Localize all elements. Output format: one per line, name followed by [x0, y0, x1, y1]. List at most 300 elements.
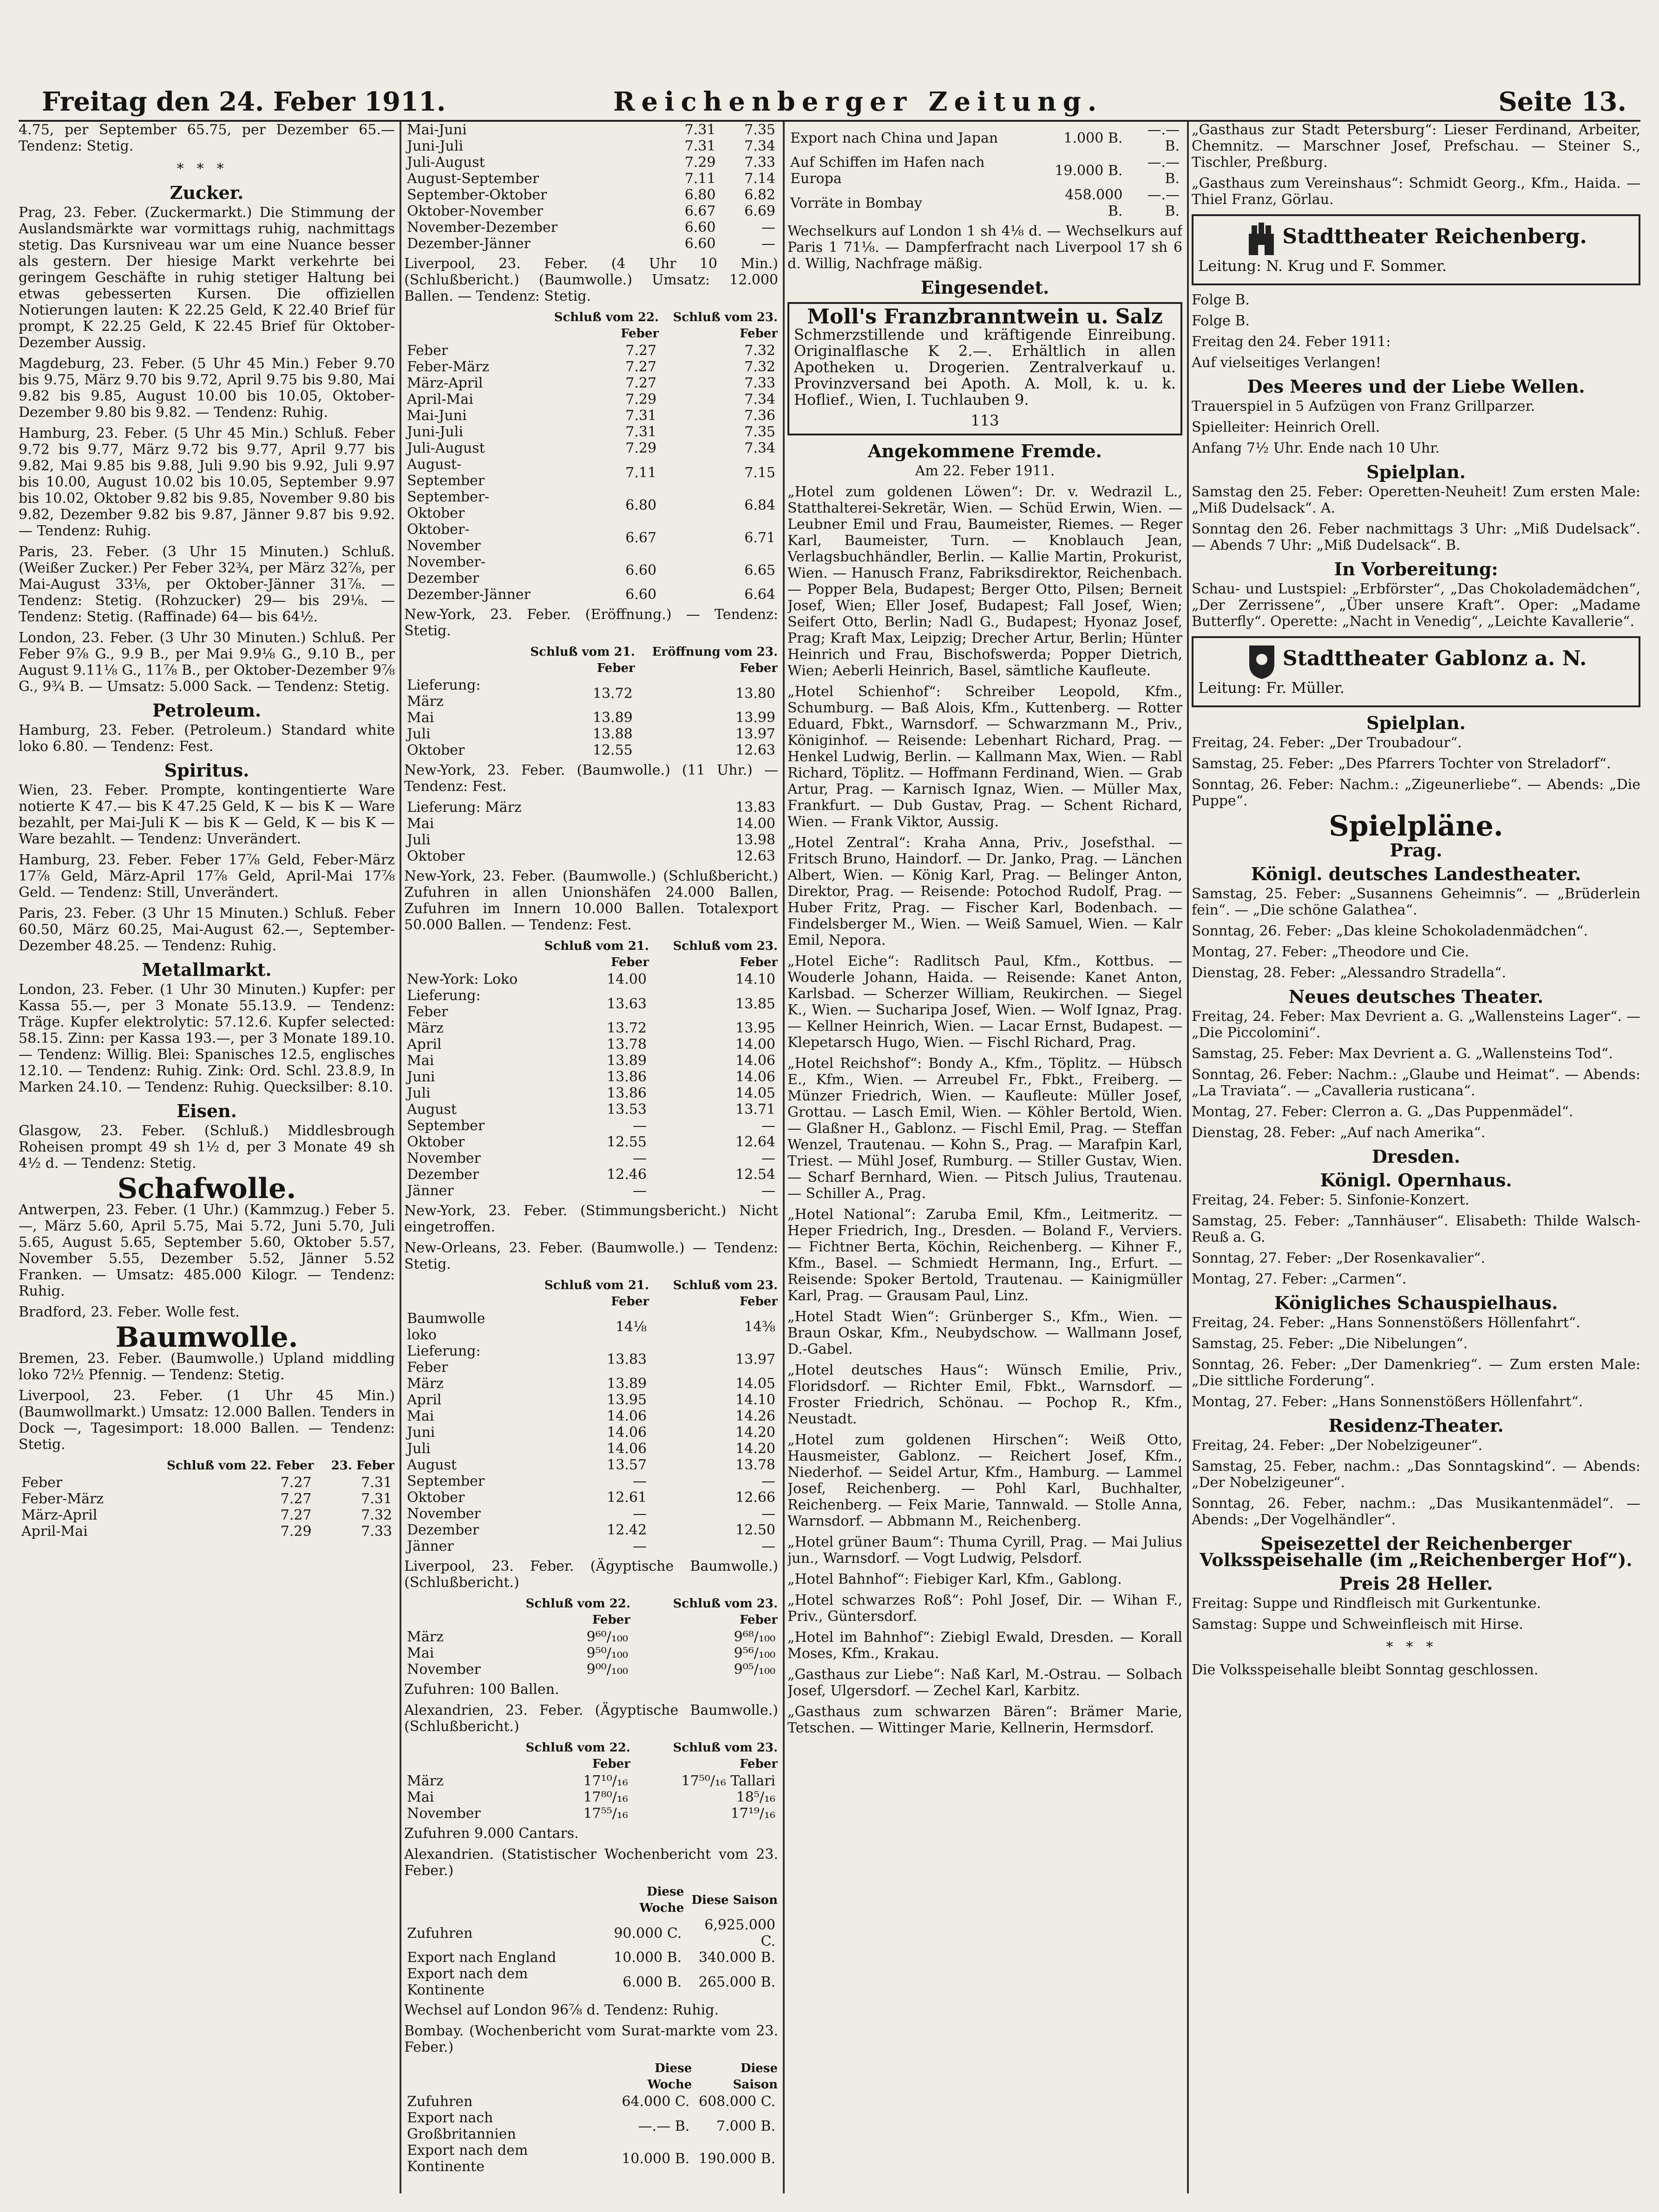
- report-zucker-hamburg: Hamburg, 23. Feber. (5 Uhr 45 Min.) Schluß. Feber 9.72 bis 9.77, März 9.72 bis 9.77, April 9.77 bis 9.82, Mai 9.85 bis 9.88, Juli 9.90 bis 9.92, Juli 9.97 bis 10.00, August 10.02 bis 10.05, September 9.97 bis 10.02, Oktober 9.82 bis 9.85, November 9.80 bis 9.82, Dezember 9.82 bis 9.87, Jänner 9.87 bis 9.92. — Tendenz: Ruhig.: [19, 425, 395, 539]
- table-header-cell: Diese Saison: [733, 2061, 778, 2092]
- table-cell: 7.27: [625, 342, 657, 359]
- table-cell: 12.66: [735, 1489, 775, 1506]
- table-cell: 13.78: [735, 1457, 775, 1473]
- table-row: [787, 154, 1182, 187]
- theater-name: Stadttheater Gablonz a. N.: [1282, 646, 1587, 671]
- theater-leitung: Leitung: Fr. Müller.: [1198, 679, 1344, 697]
- theater-title: Residenz-Theater.: [1328, 1415, 1504, 1436]
- table-cell: 7.32: [744, 342, 775, 359]
- vorbereitung-text: Schau- und Lustspiel: „Erbförster“, „Das Chokolademädchen“, „Der Zerrissene“, „Über unsere Kraft“. Oper: „Madame Butterfly“. Operette: „Nacht in Venedig“, „Leichte Kavallerie“.: [1192, 581, 1640, 630]
- report-bombay-kurse: Wechselkurs auf London 1 sh 4⅛ d. — Wechselkurs auf Paris 1 71⅛. — Dampferfracht nach Liverpool 17 sh 6 d. Willig, Nachfrage mäßig.: [787, 223, 1182, 272]
- list-item: Montag, 27. Feber: „Carmen“.: [1192, 1271, 1407, 1287]
- table-row: [404, 1538, 778, 1554]
- table-cell: 7.31: [684, 138, 716, 154]
- table-row: [404, 187, 778, 203]
- table-cell: 6.80: [625, 497, 657, 514]
- table-cell: Juni-Juli: [407, 424, 463, 440]
- spielplan-sonntag: Sonntag den 26. Feber nachmittags 3 Uhr: „Miß Dudelsack“. — Abends 7 Uhr: „Miß Dudelsack“. B.: [1192, 521, 1640, 553]
- table-cell: 7.29: [684, 154, 716, 171]
- report-liverpool: Liverpool, 23. Feber. (4 Uhr 10 Min.) (Schlußbericht.) (Baumwolle.) Umsatz: 12.000 Ballen. — Tendenz: Stetig.: [404, 256, 778, 304]
- table-cell: Oktober: [407, 742, 465, 758]
- table-cell: —: [761, 236, 775, 252]
- table-cell: 7.27: [625, 375, 657, 391]
- table-cell: 7.31: [361, 1491, 392, 1507]
- speisezettel-title: Speisezettel der Reichenberger Volksspeisehalle (im „Reichenberger Hof“).: [1200, 1533, 1633, 1570]
- list-item: „Hotel zum goldenen Löwen“: Dr. v. Wedrazil L., Statthalterei-Sekretär, Wien. — Schüd Erwin, Wien. — Leubner Emil und Frau, Baumeister, Riemes. — Reger Karl, Baumeister, Turn. — Knoblauch Jean, Verlagsbuchhändler, Berlin. — Kallie Martin, Prokurist, Wien. — Hanusch Franz, Fabriksdirektor, Reichenbach. — Popper Bela, Budapest; Berger Otto, Pilsen; Berneit Josef, Wien; Eller Josef, Budapest; Fall Josef, Wien; Seifert Otto, Berlin; Nadl G., Budapest; Hyonaz Josef, Prag; Kraft Max, Leipzig; Drecher Artur, Berlin; Hünter Heinrich und Frau, Bischofswerda; Popper Dietrich, Wien; Aeberli Heinrich, Basel, sämtliche Kaufleute.: [787, 484, 1182, 679]
- table-cell: 7.27: [625, 359, 657, 375]
- table-header-row: [404, 644, 778, 677]
- table-cell: [667, 848, 679, 864]
- list-item: „Gasthaus zur Stadt Petersburg“: Lieser Ferdinand, Arbeiter, Chemnitz. — Marschner Josef, Prefschau. — Steiner S., Tischler, Preßburg.: [1192, 122, 1640, 171]
- list-item: Samstag, 25. Feber, nachm.: „Das Sonntagskind“. — Abends: „Der Nobelzigeuner“.: [1192, 1458, 1640, 1491]
- table-row: [404, 1661, 778, 1678]
- table-cell: Feber: [407, 342, 448, 359]
- list-item: „Hotel Stadt Wien“: Grünberger S., Kfm., Wien. — Braun Oskar, Kfm., Neubydschow. — Wallmann Josef, D.-Gabel.: [787, 1309, 1182, 1357]
- table-cell: 7.33: [744, 154, 775, 171]
- table-row: [404, 1053, 778, 1069]
- list-item: Samstag, 25. Feber: „Die Nibelungen“.: [1192, 1336, 1468, 1352]
- table-row: [404, 391, 778, 408]
- table-cell: 7.35: [744, 122, 775, 138]
- newspaper-title: Reichenberger Zeitung.: [613, 86, 1103, 117]
- table-cell: März-April: [21, 1507, 98, 1523]
- table-row: [404, 2110, 778, 2142]
- list-item: Freitag, 24. Feber: „Der Nobelzigeuner“.: [1192, 1437, 1482, 1454]
- table-cell: Export nach dem Kontinente: [407, 1966, 528, 1998]
- vorbereitung-title: In Vorbereitung:: [1334, 559, 1498, 579]
- table-row: [404, 1805, 778, 1822]
- table-cell: —: [761, 1473, 775, 1489]
- guest-list: [1192, 122, 1640, 208]
- table-row: [404, 1629, 778, 1645]
- table-cell: Feber-März: [407, 359, 490, 375]
- price-table: [404, 2060, 778, 2175]
- list-item: „Hotel Schienhof“: Schreiber Leopold, Kfm., Schumburg. — Baß Alois, Kfm., Kuttenberg. — Rotter Eduard, Fbkt., Warnsdorf. — Schwarzmann M., Priv., Königinhof. — Reisende: Lebenhart Richard, Prag. — Henkel Ludwig, Berlin. — Kallmann Max, Wien. — Rabl Richard, Töplitz. — Hoffmann Ferdinand, Wien. — Grab Artur, Prag. — Karnisch Ignaz, Wien. — Müller Max, Frankfurt. — Dub Gustav, Prag. — Schent Richard, Wien. — Frank Viktor, Aussig.: [787, 684, 1182, 830]
- report-zucker-magdeburg: Magdeburg, 23. Feber. (5 Uhr 45 Min.) Feber 9.70 bis 9.75, März 9.70 bis 9.72, April 9.75 bis 9.80, Mai 9.82 bis 9.85, August 10.00 bis 10.05, Oktober-Dezember 9.80 bis 9.82. — Tendenz: Ruhig.: [19, 356, 395, 421]
- table-cell: 7.27: [280, 1491, 312, 1507]
- table-row: [19, 1491, 395, 1507]
- report-baumwolle-liverpool: Liverpool, 23. Feber. (1 Uhr 45 Min.) (Baumwollmarkt.) Umsatz: 12.000 Ballen. Tenders in Dock —, Tagesimport: 18.000 Ballen. — Tendenz: Stetig.: [19, 1388, 395, 1453]
- spielplan-list: [1192, 1315, 1640, 1410]
- table-header-cell: Schluß vom 22. Feber: [554, 310, 659, 341]
- table-cell: 6.60: [625, 562, 657, 579]
- report-note: Wechsel auf London 96⅞ d. Tendenz: Ruhig.: [404, 2002, 719, 2018]
- header-date: Freitag den 24. Feber 1911.: [42, 86, 446, 117]
- table-row: [404, 1522, 778, 1538]
- report-eisen-glasgow: Glasgow, 23. Feber. (Schluß.) Middlesbrough Roheisen prompt 49 sh 1½ d, per 3 Monate 49 sh 4½ d. — Tendenz: Stetig.: [19, 1123, 395, 1172]
- speisezettel-list: [1192, 1595, 1640, 1633]
- table-cell: 17¹⁰/₁₆: [583, 1773, 628, 1789]
- table-cell: August-September: [407, 456, 485, 489]
- theater-header-reichenberg: [1192, 214, 1640, 285]
- price-table: [404, 309, 778, 603]
- spielplan-list: [1192, 1192, 1640, 1287]
- table-cell: Zufuhren: [407, 1925, 473, 1942]
- table-cell: 7.31: [625, 424, 657, 440]
- table-row: [404, 424, 778, 440]
- table-cell: 13.89: [607, 1053, 647, 1069]
- table-cell: 14.26: [735, 1408, 775, 1424]
- list-item: Montag, 27. Feber: „Hans Sonnenstößers Höllenfahrt“.: [1192, 1394, 1583, 1410]
- table-header-cell: Diese Saison: [691, 1893, 778, 1907]
- table-cell: 12.50: [735, 1522, 775, 1538]
- spielplan-title: Spielplan.: [1366, 461, 1466, 482]
- list-item: Montag, 27. Feber: Clerron a. G. „Das Puppenmädel“.: [1192, 1104, 1574, 1120]
- table-cell: 13.97: [735, 1351, 775, 1368]
- table-cell: 13.89: [592, 710, 633, 726]
- table-row: [404, 375, 778, 391]
- table-cell: 13.85: [735, 995, 775, 1012]
- list-item: „Hotel Zentral“: Kraha Anna, Priv., Josefsthal. — Fritsch Bruno, Haindorf. — Dr. Janko, Prag. — Länchen Albert, Wien. — König Karl, Prag. — Belinger Anton, Direktor, Prag. — Reisende: Potochod Rudolf, Prag. — Huber Fritz, Prag. — Fischer Karl, Bodenbach. — Findelsberger M., Wien. — Weiß Samuel, Wien. — Kalr Emil, Nepora.: [787, 835, 1182, 948]
- table-cell: 7.29: [280, 1523, 312, 1540]
- table-header-cell: Schluß vom 23. Feber: [673, 1278, 778, 1309]
- table-row: [404, 2142, 778, 2175]
- table-cell: 6.60: [625, 586, 657, 603]
- table-row: [404, 456, 778, 489]
- table-cell: Oktober: [407, 1489, 465, 1506]
- table-row: [404, 489, 778, 521]
- table-cell: —: [761, 1150, 775, 1166]
- table-cell: 10.000 B.: [614, 1949, 682, 1966]
- table-row: [404, 236, 778, 252]
- table-cell: 14.06: [735, 1053, 775, 1069]
- table-cell: März: [407, 1020, 444, 1036]
- table-cell: 13.72: [592, 685, 633, 702]
- table-cell: 7.27: [280, 1507, 312, 1523]
- table-cell: 14.06: [607, 1441, 647, 1457]
- list-item: Freitag, 24. Feber: „Der Troubadour“.: [1192, 735, 1462, 751]
- table-row: [404, 1085, 778, 1101]
- report-newyork-schluss: New-York, 23. Feber. (Baumwolle.) (Schlußbericht.) Zufuhren in allen Unionshäfen 24.000 Ballen, Zufuhren im Innern 10.000 Ballen. Totalexport 50.000 Ballen. — Tendenz: Fest.: [404, 868, 778, 933]
- table-row: [404, 1773, 778, 1789]
- list-item: Samstag: Suppe und Schweinfleisch mit Hirse.: [1192, 1616, 1523, 1633]
- table-header-cell: [404, 1277, 521, 1310]
- speisezettel-price: Preis 28 Heller.: [1339, 1573, 1493, 1594]
- table-cell: 6.67: [684, 203, 716, 219]
- table-row: [404, 359, 778, 375]
- table-row: [19, 1523, 395, 1540]
- table-row: [404, 122, 778, 138]
- report-newyork-eroeffnung: New-York, 23. Feber. (Eröffnung.) — Tendenz: Stetig.: [404, 606, 778, 639]
- table-cell: Export nach England: [407, 1949, 557, 1966]
- table-cell: 12.42: [607, 1522, 647, 1538]
- table-row: [404, 816, 778, 832]
- table-cell: 18⁵/₁₆: [736, 1789, 775, 1805]
- table-cell: 64.000 C.: [622, 2094, 690, 2110]
- table-cell: 14.06: [735, 1069, 775, 1085]
- table-cell: April-Mai: [407, 391, 473, 408]
- table-row: [404, 1183, 778, 1199]
- list-item: „Gasthaus zur Liebe“: Naß Karl, M.-Ostrau. — Solbach Josef, Ulgersdorf. — Zechel Karl, Karbitz.: [787, 1666, 1182, 1699]
- list-item: „Hotel im Bahnhof“: Ziebigl Ewald, Dresden. — Korall Moses, Kfm., Krakau.: [787, 1629, 1182, 1662]
- table-cell: 13.95: [607, 1392, 647, 1408]
- report-spiritus-wien: Wien, 23. Feber. Prompte, kontingentierte Ware notierte K 47.— bis K 47.25 Geld, K — bis K — Ware bezahlt, per Mai-Juli K — bis K — Geld, K — bis K — Ware bezahlt. — Tendenz: Unverändert.: [19, 782, 395, 847]
- report-bombay: Bombay. (Wochenbericht vom Surat-markte vom 23. Feber.): [404, 2023, 778, 2055]
- table-row: [404, 586, 778, 603]
- table-cell: 12.64: [735, 1134, 775, 1150]
- table-cell: 9⁵⁶/₁₀₀: [734, 1645, 775, 1661]
- coat-of-arms-icon: [1246, 643, 1278, 680]
- table-cell: 7.27: [280, 1475, 312, 1491]
- table-cell: Feber-März: [21, 1491, 104, 1507]
- table-cell: 13.97: [735, 726, 775, 742]
- folge-left: Folge B.: [1192, 292, 1250, 308]
- table-row: [404, 1392, 778, 1408]
- table-header-cell: Schluß vom 23. Feber: [673, 939, 778, 969]
- table-cell: März: [407, 1773, 444, 1789]
- table-cell: Juli: [407, 1441, 431, 1457]
- table-cell: 6.80: [684, 187, 716, 203]
- table-cell: Oktober-November: [407, 203, 544, 219]
- list-item: „Gasthaus zum schwarzen Bären“: Brämer Marie, Tetschen. — Wittinger Marie, Kellnerin, Hermsdorf.: [787, 1704, 1182, 1736]
- report-spiritus-paris: Paris, 23. Feber. (3 Uhr 15 Minuten.) Schluß. Feber 60.50, März 60.25, Mai-August 62.—, September-Dezember 48.25. — Tendenz: Ruhig.: [19, 905, 395, 954]
- page-header: [19, 83, 1640, 122]
- section-title-eisen: Eisen.: [177, 1100, 237, 1121]
- table-row: [19, 1475, 395, 1491]
- table-cell: 13.83: [607, 1351, 647, 1368]
- table-cell: Jänner: [407, 1538, 454, 1554]
- list-item: „Hotel Eiche“: Radlitsch Paul, Kfm., Kottbus. — Wouderle Johann, Haida. — Reisende: Kanet Anton, Karlsbad. — Scherzer William, Reukirchen. — Siegel K., Wien. — Sucharipa Josef, Wien. — Wolf Ignaz, Prag. — Kellner Heinrich, Wien. — Lacar Ernst, Budapest. — Klepetarsch Hugo, Wien. — Fischl Richard, Prag.: [787, 953, 1182, 1051]
- table-header-cell: [404, 1595, 484, 1629]
- table-cell: 14.05: [735, 1085, 775, 1101]
- theater-title: Königl. deutsches Landestheater.: [1251, 863, 1581, 884]
- table-cell: —: [761, 1538, 775, 1554]
- table-cell: März: [407, 1629, 444, 1645]
- spielplan-list: [1192, 735, 1640, 809]
- table-cell: —: [632, 1183, 647, 1199]
- theater-name: Stadttheater Reichenberg.: [1282, 224, 1587, 249]
- table-cell: 17⁵⁰/₁₆ Tallari: [681, 1773, 775, 1789]
- table-cell: 6.82: [744, 187, 775, 203]
- table-row: [404, 1473, 778, 1489]
- play-description: Trauerspiel in 5 Aufzügen von Franz Grillparzer.: [1192, 398, 1535, 415]
- report-metall-london: London, 23. Feber. (1 Uhr 30 Minuten.) Kupfer: per Kassa 55.—, per 3 Monate 55.13.9. — Tendenz: Träge. Kupfer elektrolytic: 57.12.6. Kupfer selected: 58.15. Zinn: per Kassa 193.—, per 3 Monate 189.10. — Tendenz: Willig. Blei: Spanisches 12.5, englisches 12.10. — Tendenz: Ruhig. Zink: Ord. Schl. 23.8.9, In Marken 24.10. — Tendenz: Ruhig. Quecksilber: 8.10.: [19, 981, 395, 1095]
- section-title-baumwolle: Baumwolle.: [115, 1321, 298, 1354]
- separator: ***: [177, 161, 237, 177]
- table-row: [19, 1507, 395, 1523]
- table-row: [404, 138, 778, 154]
- table-header-row: [19, 1457, 395, 1475]
- price-table: [787, 122, 1182, 219]
- performance-date: Freitag den 24. Feber 1911:: [1192, 334, 1391, 350]
- table-cell: Juli: [407, 832, 431, 848]
- table-cell: 14.20: [735, 1424, 775, 1441]
- table-cell: 17⁵⁵/₁₆: [583, 1805, 628, 1822]
- theater-title: Neues deutsches Theater.: [1288, 986, 1544, 1007]
- table-cell: Oktober: [407, 848, 465, 864]
- table-cell: —.— B.: [1147, 122, 1180, 154]
- column-3: [787, 122, 1182, 2193]
- theater-title: Königl. Opernhaus.: [1320, 1170, 1512, 1191]
- table-row: [404, 1134, 778, 1150]
- table-header-cell: Schluß vom 22. Feber: [525, 1741, 630, 1771]
- table-row: [404, 988, 778, 1020]
- table-cell: 6.84: [744, 497, 775, 514]
- table-cell: Juli: [407, 1085, 431, 1101]
- report-baumwolle-bremen: Bremen, 23. Feber. (Baumwolle.) Upland middling loko 72½ Pfennig. — Tendenz: Stetig.: [19, 1350, 395, 1383]
- table-cell: 9⁰⁰/₁₀₀: [586, 1661, 628, 1678]
- table-cell: 340.000 B.: [698, 1949, 775, 1966]
- table-cell: 13.71: [735, 1101, 775, 1118]
- table-cell: 12.63: [735, 742, 775, 758]
- table-cell: April: [407, 1392, 442, 1408]
- table-header-cell: Eröffnung vom 23. Feber: [652, 645, 778, 675]
- price-table: [404, 1739, 778, 1822]
- report-alexandrien: Alexandrien, 23. Feber. (Ägyptische Baumwolle.) (Schlußbericht.): [404, 1702, 778, 1735]
- table-cell: Mai: [407, 816, 434, 832]
- table-cell: 190.000 B.: [698, 2150, 775, 2167]
- table-cell: 1.000 B.: [1063, 130, 1123, 146]
- table-cell: 13.89: [607, 1376, 647, 1392]
- table-cell: 13.72: [607, 1020, 647, 1036]
- table-cell: April-Mai: [21, 1523, 88, 1540]
- table-row: [404, 1457, 778, 1473]
- table-cell: 12.63: [735, 848, 775, 864]
- table-row: [404, 408, 778, 424]
- table-cell: 14.00: [607, 971, 647, 988]
- table-row: [404, 1966, 778, 1998]
- table-row: [404, 1069, 778, 1085]
- table-cell: 12.55: [592, 742, 633, 758]
- table-cell: 14.05: [735, 1376, 775, 1392]
- list-item: „Hotel schwarzes Roß“: Pohl Josef, Dir. — Wihan F., Priv., Güntersdorf.: [787, 1592, 1182, 1625]
- list-item: „Hotel Bahnhof“: Fiebiger Karl, Kfm., Gablong.: [787, 1571, 1122, 1587]
- play-director: Spielleiter: Heinrich Orell.: [1192, 419, 1380, 435]
- table-cell: 7.32: [361, 1507, 392, 1523]
- table-cell: Export nach Großbritannien: [407, 2110, 516, 2142]
- table-cell: Dezember: [407, 1522, 479, 1538]
- table-cell: Mai: [407, 1053, 434, 1069]
- table-cell: Oktober: [407, 1134, 465, 1150]
- table-cell: 13.98: [735, 832, 775, 848]
- table-cell: [667, 832, 679, 848]
- table-row: [404, 1150, 778, 1166]
- table-cell: 19.000 B.: [1055, 162, 1123, 179]
- report-liverpool-aegyptisch: Liverpool, 23. Feber. (Ägyptische Baumwolle.) (Schlußbericht.): [404, 1558, 778, 1591]
- table-cell: Dezember-Jänner: [407, 586, 531, 603]
- table-header-cell: Schluß vom 22. Feber: [525, 1597, 630, 1627]
- table-cell: April: [407, 1036, 442, 1053]
- table-cell: Dezember-Jänner: [407, 236, 531, 252]
- ad-number: 113: [970, 412, 999, 429]
- table-row: [404, 742, 778, 758]
- table-cell: Lieferung: März: [407, 799, 522, 816]
- list-item: Freitag, 24. Feber: 5. Sinfonie-Konzert.: [1192, 1192, 1469, 1208]
- table-header-cell: [404, 1883, 601, 1917]
- table-cell: 7.34: [744, 440, 775, 456]
- table-cell: Juli-August: [407, 440, 485, 456]
- column-2: [404, 122, 778, 2193]
- table-cell: September-Oktober: [407, 489, 490, 521]
- table-cell: Export nach dem Kontinente: [407, 2142, 528, 2175]
- table-row: [404, 154, 778, 171]
- table-cell: November-Dezember: [407, 219, 558, 236]
- table-cell: 17⁸⁰/₁₆: [583, 1789, 628, 1805]
- table-row: [404, 554, 778, 586]
- table-cell: 9⁵⁰/₁₀₀: [586, 1645, 628, 1661]
- table-header-cell: [19, 1457, 129, 1475]
- list-item: Samstag, 25. Feber: „Tannhäuser“. Elisabeth: Thilde Walsch-Reuß a. G.: [1192, 1213, 1640, 1245]
- list-item: Sonntag, 26. Feber: „Das kleine Schokoladenmädchen“.: [1192, 923, 1588, 939]
- table-cell: —: [632, 1118, 647, 1134]
- table-cell: 6.64: [744, 586, 775, 603]
- report-zucker-prag: Prag, 23. Feber. (Zuckermarkt.) Die Stimmung der Auslandsmärkte war vormittags ruhig, nachmittags stetig. Das Kursniveau war um eine Nuance besser als gestern. Der hiesige Markt verkehrte bei geringem Geschäfte in ruhig stetiger Haltung bei etwas gebesserten Kursen. Die offiziellen Notierungen lauten: K 22.25 Geld, K 22.40 Brief für prompt, K 22.25 Geld, K 22.45 Brief für Oktober-Dezember Aussig.: [19, 204, 395, 351]
- table-cell: 12.54: [735, 1166, 775, 1183]
- price-table: [404, 1883, 778, 1998]
- table-row: [404, 1310, 778, 1343]
- table-cell: 7.34: [744, 138, 775, 154]
- table-row: [404, 1949, 778, 1966]
- table-row: [404, 832, 778, 848]
- table-cell: 14⅜: [744, 1318, 775, 1335]
- table-cell: 7.15: [744, 464, 775, 481]
- table-row: [404, 1376, 778, 1392]
- table-row: [404, 1343, 778, 1376]
- intro-text: 4.75, per September 65.75, per Dezember 65.— Tendenz: Stetig.: [19, 122, 395, 154]
- column-rule: [1187, 122, 1189, 2193]
- report-zucker-london: London, 23. Feber. (3 Uhr 30 Minuten.) Schluß. Per Feber 9⅞ G., 9.9 B., per Mai 9.9⅛ G., 9.10 B., per August 9.11⅛ G., 11⅞ B., per Oktober-Dezember 9⅞ G., 9¾ B. — Umsatz: 5.000 Sack. — Tendenz: Stetig.: [19, 630, 395, 695]
- table-header-row: [404, 938, 778, 971]
- table-header-cell: [404, 644, 514, 677]
- table-cell: 13.53: [607, 1101, 647, 1118]
- table-cell: 6,925.000 C.: [704, 1917, 775, 1949]
- table-row: [404, 971, 778, 988]
- table-row: [404, 677, 778, 710]
- table-header-cell: [404, 309, 540, 342]
- section-title-schafwolle: Schafwolle.: [117, 1172, 296, 1205]
- theater-header-gablonz: [1192, 636, 1640, 707]
- table-cell: Mai-Juni: [407, 122, 467, 138]
- table-cell: September: [407, 1118, 485, 1134]
- table-cell: New-York: Loko: [407, 971, 518, 988]
- table-cell: März-April: [407, 375, 483, 391]
- table-row: [404, 710, 778, 726]
- table-cell: 7.36: [744, 408, 775, 424]
- table-cell: 14.10: [735, 1392, 775, 1408]
- table-header-cell: Schluß vom 23. Feber: [673, 310, 778, 341]
- table-cell: Lieferung: Feber: [407, 988, 481, 1020]
- table-cell: 6.000 B.: [623, 1974, 682, 1990]
- table-cell: Lieferung: März: [407, 677, 481, 710]
- table-cell: Auf Schiffen im Hafen nach Europa: [790, 154, 985, 187]
- list-item: Samstag, 25. Feber: „Susannens Geheimnis“. — „Brüderlein fein“. — „Die schöne Galathea“.: [1192, 886, 1640, 918]
- table-cell: 14.06: [607, 1408, 647, 1424]
- list-item: Samstag, 25. Feber: „Des Pfarrers Tochter von Streladorf“.: [1192, 756, 1611, 772]
- ad-title: Moll's Franzbranntwein u. Salz: [807, 305, 1163, 329]
- price-table: [404, 1595, 778, 1678]
- table-cell: 90.000 C.: [614, 1925, 682, 1942]
- table-cell: Baumwolle loko: [407, 1310, 485, 1343]
- table-cell: 17¹⁹/₁₆: [730, 1805, 775, 1822]
- table-row: [404, 2094, 778, 2110]
- table-cell: 14.00: [735, 816, 775, 832]
- table-cell: 7.35: [744, 424, 775, 440]
- list-item: „Gasthaus zum Vereinshaus“: Schmidt Georg., Kfm., Haida. — Thiel Franz, Görlau.: [1192, 175, 1640, 208]
- column-4: [1192, 122, 1640, 2193]
- table-header-cell: Diese Woche: [639, 1885, 684, 1915]
- advertisement: [787, 302, 1182, 435]
- section-title-spiritus: Spiritus.: [164, 760, 249, 781]
- table-cell: November: [407, 1805, 481, 1822]
- table-cell: 7.34: [744, 391, 775, 408]
- table-cell: 14.20: [735, 1441, 775, 1457]
- table-header-row: [404, 1595, 778, 1629]
- list-item: Freitag, 24. Feber: Max Devrient a. G. „Wallensteins Lager“. — „Die Piccolomini“.: [1192, 1008, 1640, 1041]
- list-item: „Hotel grüner Baum“: Thuma Cyrill, Prag. — Mai Julius jun., Warnsdorf. — Vogt Ludwig, Pelsdorf.: [787, 1534, 1182, 1567]
- table-header-cell: [404, 938, 521, 971]
- table-cell: 13.63: [607, 995, 647, 1012]
- performance-note: Auf vielseitiges Verlangen!: [1192, 355, 1381, 371]
